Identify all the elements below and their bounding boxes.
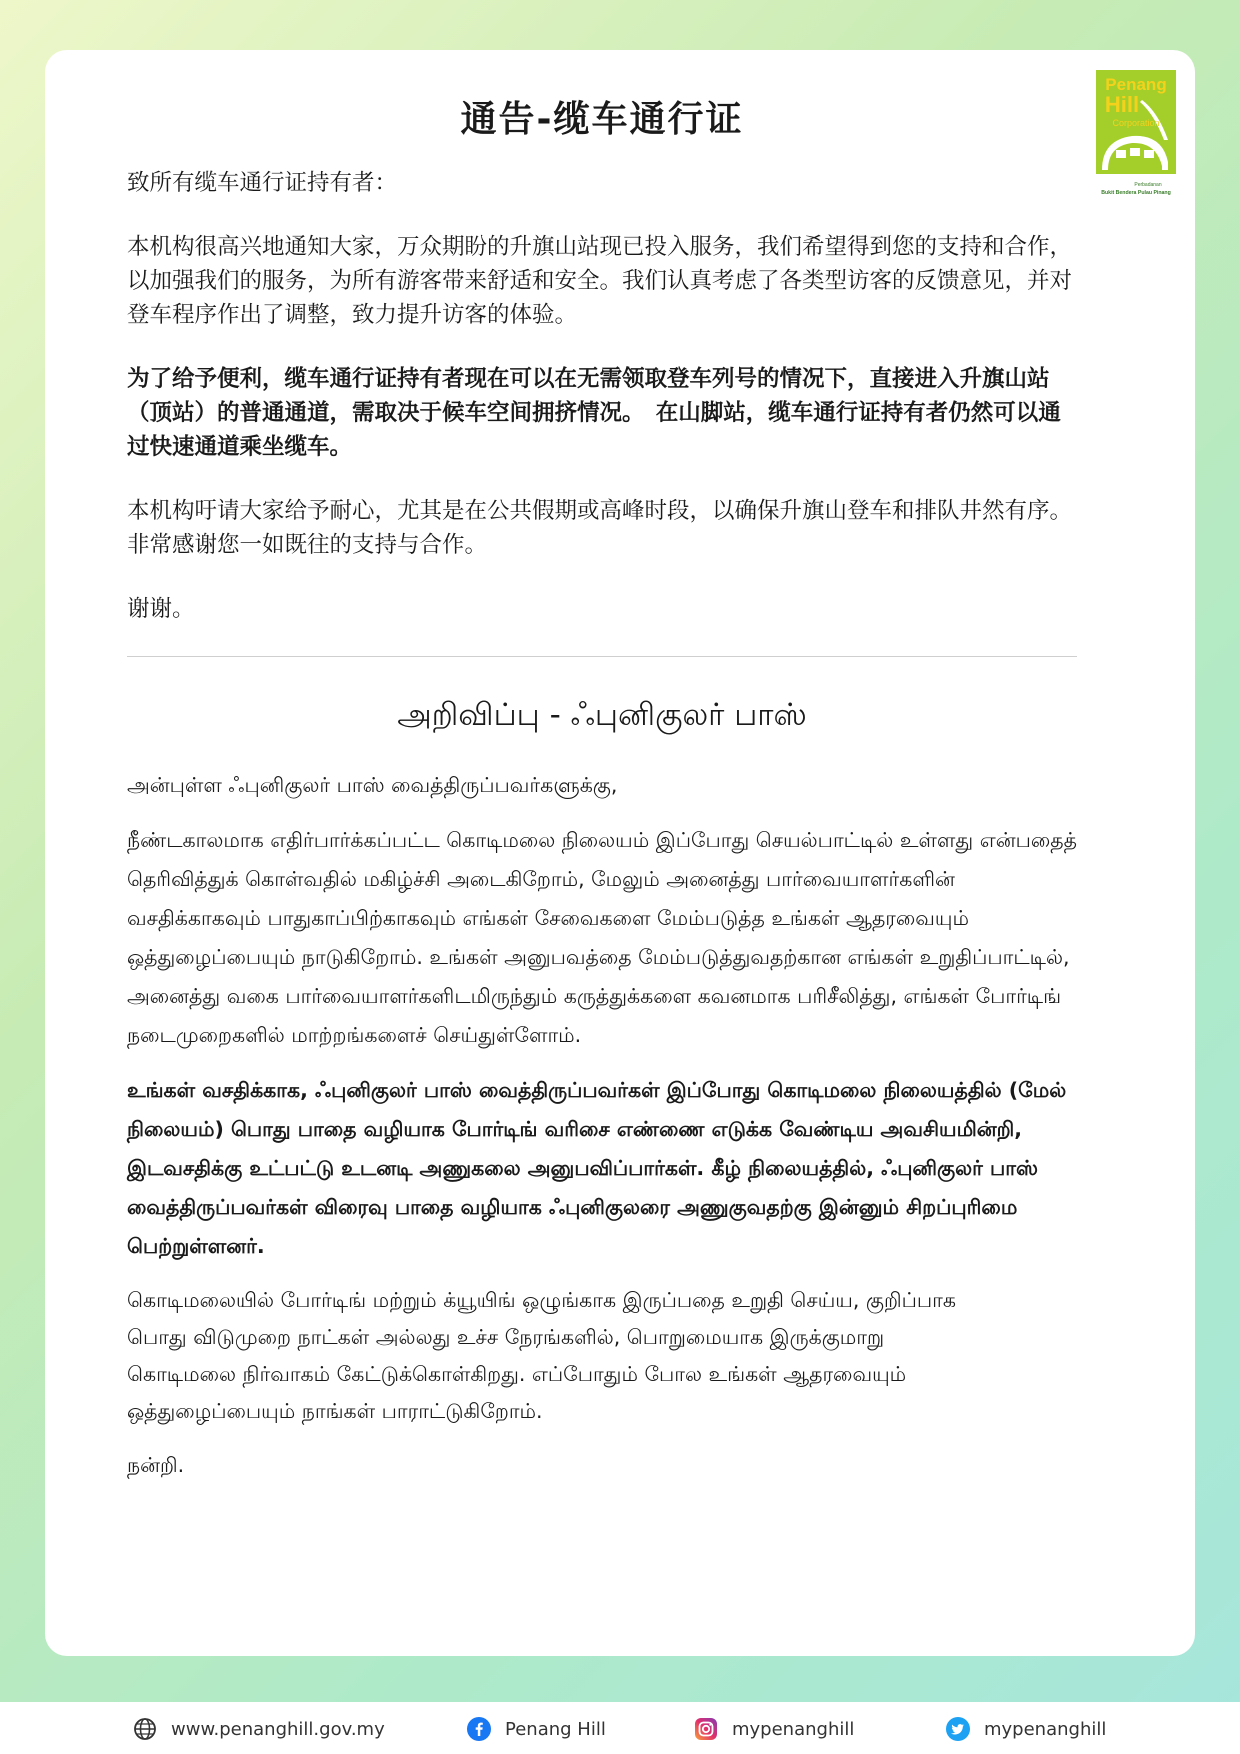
logo-text-line1: Penang	[1105, 75, 1167, 94]
chinese-closing: 谢谢。	[127, 595, 195, 622]
logo-sub2: Bukit Bendera Pulau Pinang	[1101, 190, 1171, 196]
footer-website-text: www.penanghill.gov.my	[171, 1718, 385, 1740]
tamil-paragraph-3: கொடிமலையில் போர்டிங் மற்றும் க்யூயிங் ஒழுங்காக இருப்பதை உறுதி செய்ய, குறிப்பாக பொது விடுமுறை நாட்கள் அல்லது உச்ச நேரங்களில், பொறுமையாக இருக்குமாறு கொடிமலை நிர்வாகம் கேட்டுக்கொள்கிறது. எப்போதும் போல உங்கள் ஆதரவையும் ஒத்துழைப்பையும் நாங்கள் பாராட்டுகிறோம்.	[127, 1287, 956, 1423]
footer-website[interactable]	[133, 1716, 385, 1742]
globe-icon	[133, 1717, 157, 1741]
tamil-notice	[127, 697, 1077, 1485]
footer-instagram-text: mypenanghill	[732, 1718, 855, 1740]
chinese-notice	[127, 100, 1077, 626]
chinese-paragraph-3: 本机构吁请大家给予耐心，尤其是在公共假期或高峰时段，以确保升旗山登车和排队井然有序。 非常感谢您一如既往的支持与合作。	[127, 497, 1073, 558]
chinese-greeting: 致所有缆车通行证持有者：	[127, 169, 398, 196]
chinese-title: 通告-缆车通行证	[460, 99, 744, 140]
section-divider	[127, 656, 1077, 657]
instagram-icon	[694, 1717, 718, 1741]
tamil-paragraph-1: நீண்டகாலமாக எதிர்பார்க்கப்பட்ட கொடிமலை நிலையம் இப்போது செயல்பாட்டில் உள்ளது என்பதைத் தெரிவித்துக் கொள்வதில் மகிழ்ச்சி அடைகிறோம், மேலும் அனைத்து பார்வையாளர்களின் வசதிக்காகவும் பாதுகாப்பிற்காகவும் எங்கள் சேவைகளை மேம்படுத்த உங்கள் ஆதரவையும் ஒத்துழைப்பையும் நாடுகிறோம். உங்கள் அனுபவத்தை மேம்படுத்துவதற்கான எங்கள் உறுதிப்பாட்டில், அனைத்து வகை பார்வையாளர்களிடமிருந்தும் கருத்துக்களை கவனமாக பரிசீலித்து, எங்கள் போர்டிங் நடைமுறைகளில் மாற்றங்களைச் செய்துள்ளோம்.	[127, 827, 1077, 1047]
chinese-paragraph-1: 本机构很高兴地通知大家，万众期盼的升旗山站现已投入服务，我们希望得到您的支持和合作，以加强我们的服务，为所有游客带来舒适和安全。我们认真考虑了各类型访客的反馈意见，并对登车程序作出了调整，致力提升访客的体验。	[127, 233, 1073, 328]
logo-text-line3: Corporation	[1112, 118, 1160, 128]
tamil-title: அறிவிப்பு - ஃபுனிகுலர் பாஸ்	[397, 696, 807, 733]
chinese-paragraph-2: 为了给予便利，缆车通行证持有者现在可以在无需领取登车列号的情况下，直接进入升旗山站（顶站）的普通通道，需取决于候车空间拥挤情况。 在山脚站，缆车通行证持有者仍然可以通过快速通道乘坐缆车。	[127, 365, 1061, 460]
footer-twitter-text: mypenanghill	[984, 1718, 1107, 1740]
tamil-paragraph-2: உங்கள் வசதிக்காக, ஃபுனிகுலர் பாஸ் வைத்திருப்பவர்கள் இப்போது கொடிமலை நிலையத்தில் (மேல் நிலையம்) பொது பாதை வழியாக போர்டிங் வரிசை எண்ணை எடுக்க வேண்டிய அவசியமின்றி, இடவசதிக்கு உட்பட்டு உடனடி அணுகலை அனுபவிப்பார்கள். கீழ் நிலையத்தில், ஃபுனிகுலர் பாஸ் வைத்திருப்பவர்கள் விரைவு பாதை வழியாக ஃபுனிகுலரை அணுகுவதற்கு இன்னும் சிறப்புரிமை பெற்றுள்ளனர்.	[127, 1077, 1067, 1258]
footer-twitter[interactable]	[946, 1716, 1106, 1742]
facebook-icon	[467, 1717, 491, 1741]
tamil-greeting: அன்புள்ள ஃபுனிகுலர் பாஸ் வைத்திருப்பவர்களுக்கு,	[127, 772, 618, 797]
twitter-icon	[946, 1717, 970, 1741]
footer-bar	[0, 1702, 1240, 1754]
notice-content	[127, 100, 1077, 1501]
logo-sub1: Perbadanan	[1134, 182, 1162, 188]
footer-facebook[interactable]	[467, 1716, 606, 1742]
tamil-closing: நன்றி.	[127, 1452, 185, 1477]
footer-instagram[interactable]	[694, 1716, 854, 1742]
logo-text-line2: Hill	[1104, 92, 1140, 117]
penang-hill-logo	[1096, 70, 1176, 208]
footer-facebook-text: Penang Hill	[505, 1718, 606, 1740]
